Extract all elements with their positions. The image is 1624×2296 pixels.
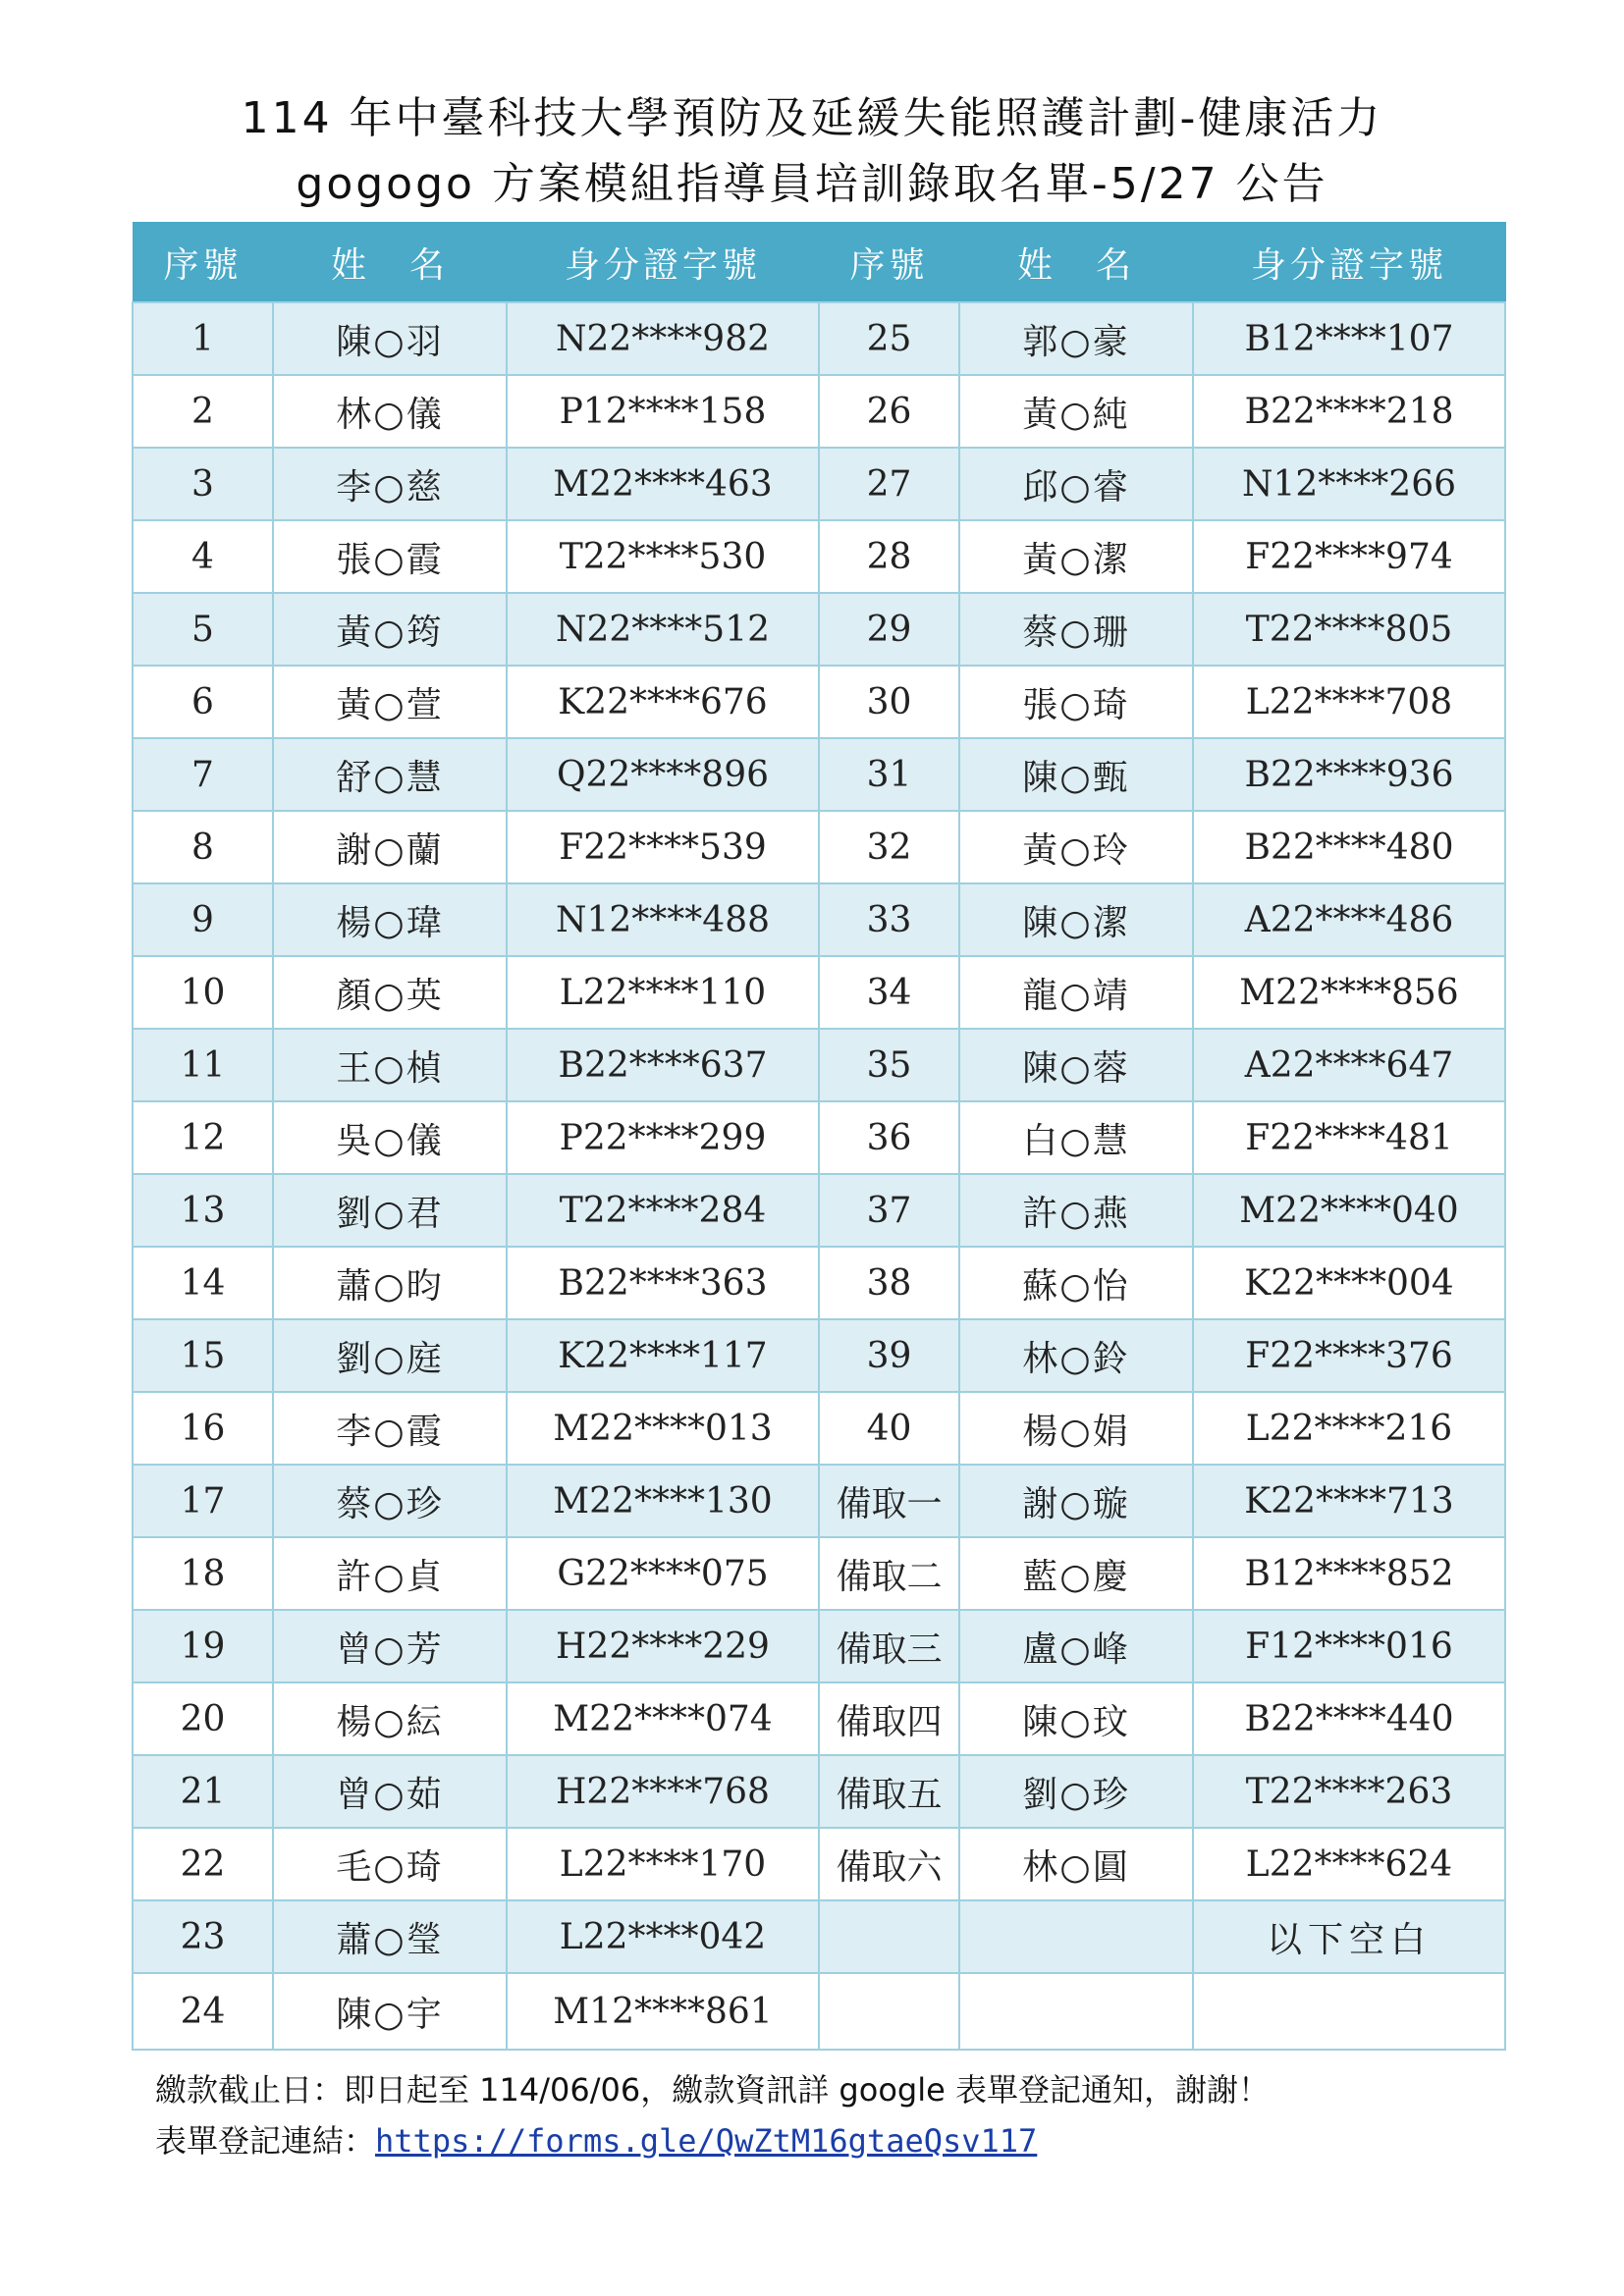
table-row — [133, 375, 1505, 448]
id-cell-right: K22****713 — [1193, 1465, 1505, 1537]
header-id-left: 身分證字號 — [507, 223, 819, 303]
name-cell-left: 黃○萱 — [273, 666, 507, 738]
name-cell-right: 黃○純 — [959, 375, 1193, 448]
name-cell-right: 黃○潔 — [959, 520, 1193, 593]
seq-cell-right: 26 — [819, 375, 959, 448]
table-row — [133, 302, 1505, 375]
name-cell-right: 黃○玲 — [959, 811, 1193, 883]
seq-cell-right: 39 — [819, 1319, 959, 1392]
seq-cell-right: 29 — [819, 593, 959, 666]
seq-cell-left: 7 — [133, 738, 273, 811]
id-cell-right: B12****852 — [1193, 1537, 1505, 1610]
id-cell-left: P22****299 — [507, 1101, 819, 1174]
id-cell-right — [1193, 1973, 1505, 2050]
table-row — [133, 1537, 1505, 1610]
table-row — [133, 1610, 1505, 1682]
name-cell-left: 張○霞 — [273, 520, 507, 593]
table-row — [133, 1247, 1505, 1319]
name-cell-left: 陳○羽 — [273, 302, 507, 375]
header-name-right: 姓 名 — [959, 223, 1193, 303]
seq-cell-right: 34 — [819, 956, 959, 1029]
seq-cell-left: 2 — [133, 375, 273, 448]
seq-cell-right — [819, 1973, 959, 2050]
name-cell-right — [959, 1973, 1193, 2050]
name-cell-left: 曾○茹 — [273, 1755, 507, 1828]
name-cell-right: 楊○娟 — [959, 1392, 1193, 1465]
id-cell-left: N22****512 — [507, 593, 819, 666]
id-cell-left: N12****488 — [507, 883, 819, 956]
seq-cell-right: 備取六 — [819, 1828, 959, 1900]
name-cell-left: 許○貞 — [273, 1537, 507, 1610]
table-row — [133, 1828, 1505, 1900]
id-cell-left: M22****130 — [507, 1465, 819, 1537]
name-cell-left: 吳○儀 — [273, 1101, 507, 1174]
table-row — [133, 1465, 1505, 1537]
table-row — [133, 1319, 1505, 1392]
seq-cell-right: 37 — [819, 1174, 959, 1247]
name-cell-left: 黃○筠 — [273, 593, 507, 666]
seq-cell-right: 36 — [819, 1101, 959, 1174]
seq-cell-right: 40 — [819, 1392, 959, 1465]
id-cell-left: K22****676 — [507, 666, 819, 738]
id-cell-right: M22****856 — [1193, 956, 1505, 1029]
table-row — [133, 520, 1505, 593]
name-cell-left: 顏○英 — [273, 956, 507, 1029]
table-row — [133, 593, 1505, 666]
name-cell-left: 蔡○珍 — [273, 1465, 507, 1537]
seq-cell-left: 22 — [133, 1828, 273, 1900]
seq-cell-left: 13 — [133, 1174, 273, 1247]
name-cell-left: 李○慈 — [273, 448, 507, 520]
seq-cell-left: 19 — [133, 1610, 273, 1682]
id-cell-left: T22****530 — [507, 520, 819, 593]
seq-cell-right: 備取一 — [819, 1465, 959, 1537]
seq-cell-left: 18 — [133, 1537, 273, 1610]
form-link-label: 表單登記連結： — [155, 2122, 376, 2160]
name-cell-right: 邱○睿 — [959, 448, 1193, 520]
id-cell-right: F22****376 — [1193, 1319, 1505, 1392]
name-cell-right: 陳○玟 — [959, 1682, 1193, 1755]
form-link-line — [155, 2116, 1037, 2162]
name-cell-left: 王○楨 — [273, 1029, 507, 1101]
table-row — [133, 448, 1505, 520]
seq-cell-left: 9 — [133, 883, 273, 956]
table-row — [133, 1973, 1505, 2050]
header-id-right: 身分證字號 — [1193, 223, 1505, 303]
id-cell-left: N22****982 — [507, 302, 819, 375]
name-cell-right: 白○慧 — [959, 1101, 1193, 1174]
table-row — [133, 1174, 1505, 1247]
seq-cell-left: 8 — [133, 811, 273, 883]
id-cell-left: L22****110 — [507, 956, 819, 1029]
seq-cell-right: 備取五 — [819, 1755, 959, 1828]
id-cell-left: T22****284 — [507, 1174, 819, 1247]
name-cell-right: 許○燕 — [959, 1174, 1193, 1247]
name-cell-left: 蕭○瑩 — [273, 1900, 507, 1973]
id-cell-right: F22****974 — [1193, 520, 1505, 593]
id-cell-left: B22****363 — [507, 1247, 819, 1319]
seq-cell-left: 15 — [133, 1319, 273, 1392]
seq-cell-left: 10 — [133, 956, 273, 1029]
name-cell-left: 謝○蘭 — [273, 811, 507, 883]
name-cell-left: 林○儀 — [273, 375, 507, 448]
id-cell-left: G22****075 — [507, 1537, 819, 1610]
id-cell-right: F12****016 — [1193, 1610, 1505, 1682]
name-cell-left: 曾○芳 — [273, 1610, 507, 1682]
id-cell-right: A22****486 — [1193, 883, 1505, 956]
id-cell-right: T22****805 — [1193, 593, 1505, 666]
name-cell-right: 陳○蓉 — [959, 1029, 1193, 1101]
id-cell-right: L22****708 — [1193, 666, 1505, 738]
seq-cell-left: 21 — [133, 1755, 273, 1828]
id-cell-right: B22****440 — [1193, 1682, 1505, 1755]
seq-cell-left: 24 — [133, 1973, 273, 2050]
seq-cell-left: 12 — [133, 1101, 273, 1174]
id-cell-right: F22****481 — [1193, 1101, 1505, 1174]
id-cell-left: M22****463 — [507, 448, 819, 520]
name-cell-right: 盧○峰 — [959, 1610, 1193, 1682]
id-cell-right: A22****647 — [1193, 1029, 1505, 1101]
seq-cell-right: 38 — [819, 1247, 959, 1319]
id-cell-left: P12****158 — [507, 375, 819, 448]
table-row — [133, 811, 1505, 883]
id-cell-right: B12****107 — [1193, 302, 1505, 375]
seq-cell-left: 20 — [133, 1682, 273, 1755]
id-cell-left: M22****013 — [507, 1392, 819, 1465]
seq-cell-left: 3 — [133, 448, 273, 520]
table-row — [133, 1029, 1505, 1101]
header-seq-right: 序號 — [819, 223, 959, 303]
table-row — [133, 1392, 1505, 1465]
seq-cell-left: 14 — [133, 1247, 273, 1319]
id-cell-right: L22****624 — [1193, 1828, 1505, 1900]
name-cell-right — [959, 1900, 1193, 1973]
seq-cell-left: 17 — [133, 1465, 273, 1537]
id-cell-left: Q22****896 — [507, 738, 819, 811]
seq-cell-right: 28 — [819, 520, 959, 593]
name-cell-left: 蕭○昀 — [273, 1247, 507, 1319]
seq-cell-left: 1 — [133, 302, 273, 375]
seq-cell-right: 31 — [819, 738, 959, 811]
id-cell-right: L22****216 — [1193, 1392, 1505, 1465]
table-row — [133, 1101, 1505, 1174]
id-cell-right: B22****936 — [1193, 738, 1505, 811]
id-cell-right: 以下空白 — [1193, 1900, 1505, 1973]
seq-cell-left: 6 — [133, 666, 273, 738]
id-cell-right: B22****218 — [1193, 375, 1505, 448]
seq-cell-right: 備取四 — [819, 1682, 959, 1755]
id-cell-right: B22****480 — [1193, 811, 1505, 883]
id-cell-left: H22****229 — [507, 1610, 819, 1682]
header-seq-left: 序號 — [133, 223, 273, 303]
name-cell-right: 謝○璇 — [959, 1465, 1193, 1537]
id-cell-left: B22****637 — [507, 1029, 819, 1101]
seq-cell-right: 35 — [819, 1029, 959, 1101]
form-link[interactable]: https://forms.gle/QwZtM16gtaeQsv117 — [375, 2122, 1038, 2160]
table-row — [133, 738, 1505, 811]
page-title-line1: 114 年中臺科技大學預防及延緩失能照護計劃-健康活力 — [241, 93, 1383, 143]
seq-cell-left: 23 — [133, 1900, 273, 1973]
id-cell-right: N12****266 — [1193, 448, 1505, 520]
name-cell-left: 李○霞 — [273, 1392, 507, 1465]
seq-cell-right: 備取三 — [819, 1610, 959, 1682]
name-cell-left: 陳○宇 — [273, 1973, 507, 2050]
seq-cell-left: 4 — [133, 520, 273, 593]
name-cell-right: 龍○靖 — [959, 956, 1193, 1029]
name-cell-right: 郭○豪 — [959, 302, 1193, 375]
header-name-left: 姓 名 — [273, 223, 507, 303]
seq-cell-left: 16 — [133, 1392, 273, 1465]
seq-cell-right: 30 — [819, 666, 959, 738]
roster-body — [133, 302, 1505, 2050]
table-row — [133, 956, 1505, 1029]
id-cell-left: M12****861 — [507, 1973, 819, 2050]
name-cell-right: 張○琦 — [959, 666, 1193, 738]
name-cell-right: 劉○珍 — [959, 1755, 1193, 1828]
id-cell-right: M22****040 — [1193, 1174, 1505, 1247]
table-row — [133, 883, 1505, 956]
name-cell-right: 陳○甄 — [959, 738, 1193, 811]
seq-cell-right: 33 — [819, 883, 959, 956]
name-cell-right: 藍○慶 — [959, 1537, 1193, 1610]
name-cell-right: 蘇○怡 — [959, 1247, 1193, 1319]
name-cell-left: 楊○紜 — [273, 1682, 507, 1755]
payment-note: 繳款截止日：即日起至 114/06/06，繳款資訊詳 google 表單登記通知，謝謝！ — [155, 2071, 1270, 2109]
id-cell-left: M22****074 — [507, 1682, 819, 1755]
name-cell-left: 劉○君 — [273, 1174, 507, 1247]
name-cell-left: 毛○琦 — [273, 1828, 507, 1900]
id-cell-left: K22****117 — [507, 1319, 819, 1392]
table-header-row — [133, 223, 1505, 303]
seq-cell-right: 32 — [819, 811, 959, 883]
seq-cell-right: 25 — [819, 302, 959, 375]
page-title-line2: gogogo 方案模組指導員培訓錄取名單-5/27 公告 — [296, 159, 1328, 209]
seq-cell-right: 27 — [819, 448, 959, 520]
roster-table — [132, 222, 1506, 2051]
seq-cell-right: 備取二 — [819, 1537, 959, 1610]
seq-cell-left: 11 — [133, 1029, 273, 1101]
table-row — [133, 1755, 1505, 1828]
name-cell-left: 劉○庭 — [273, 1319, 507, 1392]
id-cell-right: K22****004 — [1193, 1247, 1505, 1319]
name-cell-right: 蔡○珊 — [959, 593, 1193, 666]
id-cell-right: T22****263 — [1193, 1755, 1505, 1828]
name-cell-right: 陳○潔 — [959, 883, 1193, 956]
table-row — [133, 1900, 1505, 1973]
seq-cell-left: 5 — [133, 593, 273, 666]
name-cell-left: 楊○瑋 — [273, 883, 507, 956]
table-row — [133, 666, 1505, 738]
id-cell-left: H22****768 — [507, 1755, 819, 1828]
name-cell-left: 舒○慧 — [273, 738, 507, 811]
name-cell-right: 林○鈴 — [959, 1319, 1193, 1392]
table-row — [133, 1682, 1505, 1755]
id-cell-left: L22****170 — [507, 1828, 819, 1900]
id-cell-left: L22****042 — [507, 1900, 819, 1973]
id-cell-left: F22****539 — [507, 811, 819, 883]
seq-cell-right — [819, 1900, 959, 1973]
name-cell-right: 林○圓 — [959, 1828, 1193, 1900]
